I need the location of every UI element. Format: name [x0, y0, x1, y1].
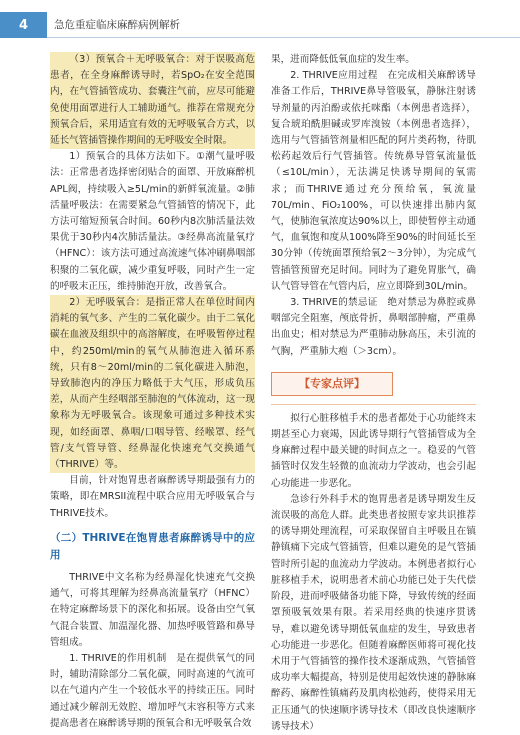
expert-comment-label: 【专家点评】 — [271, 372, 393, 396]
paragraph-thrive-mechanism: 1. THRIVE的作用机制 是在提供氧气的同时，辅助清除部分二氧化碳，同时高速的气流可以在气道内产生一个较低水平的持续正压。同时通过减少解剖无效腔、增加呼气末容积等方式来提高患者在麻醉诱导期的预氧合和无呼吸氧合效 — [50, 652, 255, 729]
expert-comment-divider — [271, 404, 476, 405]
paragraph-thrive-contraindications: 3. THRIVE的禁忌证 绝对禁忌为鼻腔或鼻咽部完全阻塞，颅底骨折，鼻咽部肿瘤，严重鼻出血史；相对禁忌为严重肺动脉高压，未引流的气胸，严重肺大疱（＞3cm）。 — [271, 297, 476, 357]
paragraph-continuation: 果，进而降低低氧血症的发生率。 — [271, 54, 415, 65]
left-column — [50, 52, 255, 732]
header-divider — [47, 37, 520, 38]
page-header — [0, 12, 520, 38]
right-column — [271, 52, 476, 735]
paragraph-preoxygenation: （3）预氧合＋无呼吸氧合：对于误吸高危患者，在全身麻醉诱导时，若SpO₂在安全范围内，在气管插管成功、套囊注气前，应尽可能避免使用面罩进行人工辅助通气。推荐在常规充分预氧合后，采用适宜有效的无呼吸氧合方式，以延长气管插管操作期间的无呼吸安全时限。 — [50, 52, 255, 149]
paragraph-preoxygenation-methods: 1）预氧合的具体方法如下。①潮气量呼吸法：正常患者选择密闭贴合的面罩、开放麻醉机APL阀，持续吸入≥5L/min的新鲜氧流量。②肺活量呼吸法：在需要紧急气管插管的情况下，此方法可缩短预氧合时间。60秒内8次肺活量法效果优于30秒内4次肺活量法。③经鼻高流量氧疗（HFNC）：该方法可通过高流速气体冲刷鼻咽部积聚的二氧化碳，减少重复呼吸，同时产生一定的呼吸末正压，维持肺泡开放，改善氧合。 — [50, 151, 255, 292]
paragraph-expert-1: 拟行心脏移植手术的患者都处于心功能终末期甚至心力衰竭，因此诱导期行气管插管成为全身麻醉过程中最关键的时间点之一。稳妥的气管插管时仅发生轻微的血流动力学波动，也会引起心功能进一步恶化。 — [271, 412, 476, 489]
paragraph-strategy: 目前，针对饱胃患者麻醉诱导期最强有力的策略，即在MRSII流程中联合应用无呼吸氧合与THRIVE技术。 — [50, 475, 255, 519]
running-title: 急危重症临床麻醉病例解析 — [54, 19, 180, 31]
paragraph-thrive-intro: THRIVE中文名称为经鼻湿化快速充气交换通气，可将其理解为经鼻高流量氧疗（HFNC）在特定麻醉场景下的深化和拓展。设备由空气氧气混合装置、加温湿化器、加热呼吸管路和鼻导管组成。 — [50, 571, 255, 648]
section-heading-thrive: （二）THRIVE在饱胃患者麻醉诱导中的应用 — [50, 531, 255, 561]
paragraph-thrive-process: 2. THRIVE应用过程 在完成相关麻醉诱导准备工作后，THRIVE鼻导管吸氧，静脉注射诱导剂量的丙泊酚或依托咪酯（本例患者选择），复合琥珀酰胆碱或罗库溴铵（本例患者选择），选用与气管插管剂量相匹配的阿片类药物，待肌松药起效后行气管插管。传统鼻导管氧流量低（≤10L/min），无法满足快诱导期间的氧需求；而THRIVE通过充分预给氧，氧流量70L/min、FiO₂100%，可以快速排出肺内氮气，使肺泡氧浓度达90%以上，即使暂停主动通气，血氧饱和度从100%降至90%的时间延长至30分钟（传统面罩预给氧2～3分钟），为完成气管插管预留充足时间。同时为了避免胃胀气，确认气管导管在气管内后，应立即降到30L/min。 — [271, 70, 476, 292]
paragraph-expert-2: 急诊行外科手术的饱胃患者是诱导期发生反流误吸的高危人群。此类患者按照专家共识推荐的诱导期处理流程，可采取保留自主呼吸且在镇静镇痛下完成气管插管，但难以避免的是气管插管时所引起的血流动力学波动。本例患者拟行心脏移植手术，说明患者术前心功能已处于失代偿阶段，进而呼吸储备功能下降，导致传统的经面罩预吸氧效果有限。若采用经典的快速序贯诱导，难以避免诱导期低氧血症的发生，导致患者心功能进一步恶化。但随着麻醉医师将可视化技术用于气管插管的操作技术逐渐成熟，气管插管成功率大幅提高，特别是使用起效快速的静脉麻醉药、麻醉性镇痛药及肌肉松弛药，使得采用无正压通气的快速顺序诱导技术（即改良快速顺序诱导技术） — [271, 493, 476, 732]
page-number: 4 — [0, 12, 47, 38]
paragraph-apneic-oxygenation: 2）无呼吸氧合：是指正常人在单位时间内消耗的氧气多、产生的二氧化碳少。由于二氧化碳在血液及组织中的高溶解度，在呼吸暂停过程中，约250ml/min的氧气从肺泡进入循环系统，只有8～20ml/min的二氧化碳进入肺泡，导致肺泡内的净压力略低于大气压，形成负压差，从而产生经咽部至肺泡的气体流动，这一现象称为无呼吸氧合。该现象可通过多种技术实现，如经面罩、鼻咽/口咽导管、经喉罩、经气管/支气管导管、经鼻湿化快速充气交换通气（THRIVE）等。 — [50, 295, 255, 473]
